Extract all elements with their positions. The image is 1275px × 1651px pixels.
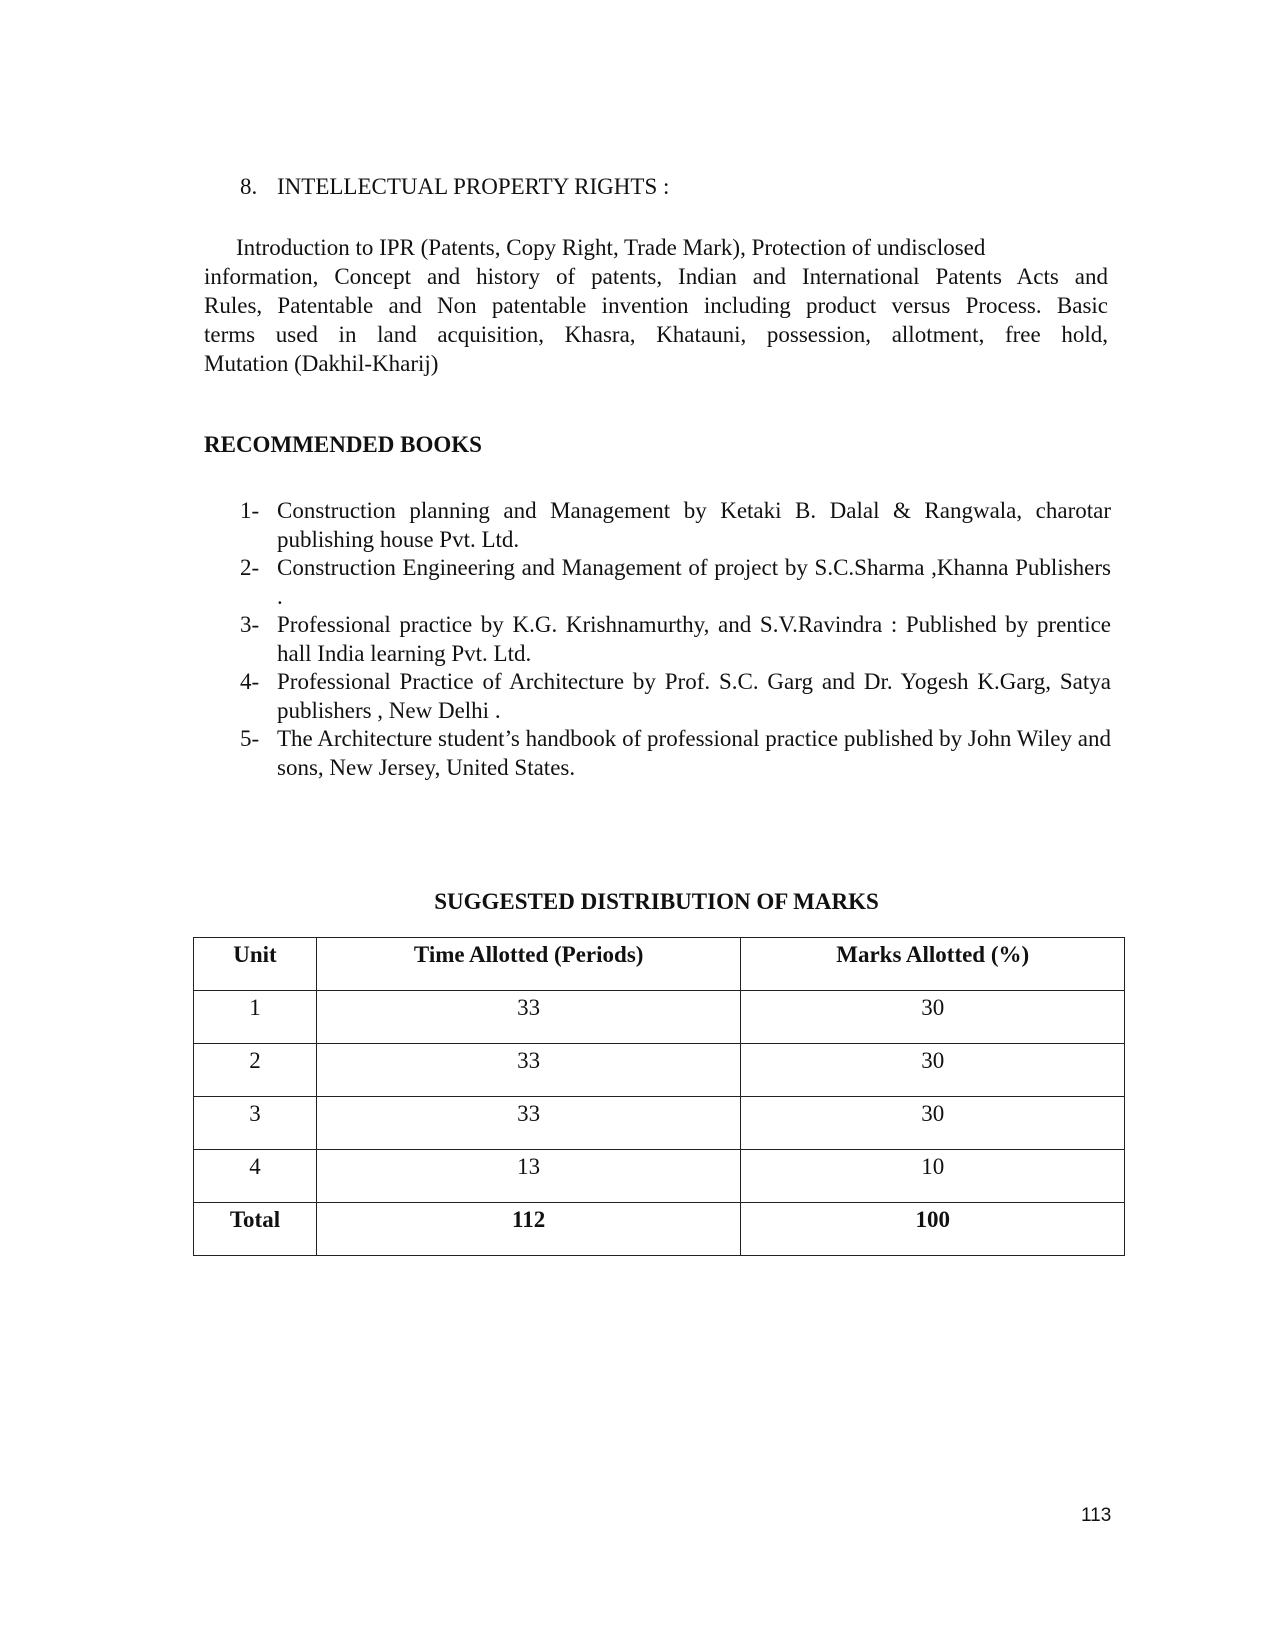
book-item-marker: 4- — [240, 669, 260, 694]
cell-unit: 2 — [194, 1044, 317, 1097]
recommended-books-heading: RECOMMENDED BOOKS — [204, 432, 482, 457]
marks-distribution-table — [193, 937, 1125, 1256]
book-item — [240, 497, 1111, 554]
book-item — [240, 554, 1111, 611]
total-label: Total — [194, 1203, 317, 1256]
section-title: INTELLECTUAL PROPERTY RIGHTS : — [277, 174, 670, 199]
total-marks: 100 — [741, 1203, 1125, 1256]
cell-marks: 30 — [741, 1097, 1125, 1150]
distribution-title: SUGGESTED DISTRIBUTION OF MARKS — [434, 889, 879, 914]
total-time: 112 — [316, 1203, 741, 1256]
table-total-row — [194, 1203, 1125, 1256]
book-item-text: Professional Practice of Architecture by Prof. S.C. Garg and Dr. Yogesh K.Garg, Satya publishers , New Delhi . — [277, 669, 1111, 723]
cell-unit: 1 — [194, 991, 317, 1044]
cell-time: 33 — [316, 1097, 741, 1150]
intro-paragraph — [204, 233, 1108, 378]
book-item — [240, 725, 1111, 782]
cell-marks: 30 — [741, 991, 1125, 1044]
recommended-books-list — [240, 497, 1111, 782]
cell-time: 33 — [316, 1044, 741, 1097]
book-item-marker: 3- — [240, 612, 260, 637]
table-row — [194, 1097, 1125, 1150]
section-heading — [240, 174, 669, 200]
intro-line: Rules, Patentable and Non patentable invention including product versus Process. Basic — [204, 293, 1108, 318]
header-unit: Unit — [194, 938, 317, 991]
intro-line: information, Concept and history of patents, Indian and International Patents Acts and — [204, 264, 1108, 289]
book-item — [240, 611, 1111, 668]
book-item-text: The Architecture student’s handbook of professional practice published by John Wiley and sons, New Jersey, United States. — [277, 726, 1111, 780]
table-row — [194, 1150, 1125, 1203]
cell-time: 33 — [316, 991, 741, 1044]
section-number: 8. — [240, 174, 258, 199]
book-item-text: Construction Engineering and Management of project by S.C.Sharma ,Khanna Publishers . — [277, 555, 1111, 609]
cell-unit: 3 — [194, 1097, 317, 1150]
book-item-marker: 2- — [240, 555, 260, 580]
intro-line: Mutation (Dakhil-Kharij) — [204, 351, 439, 376]
book-item-text: Professional practice by K.G. Krishnamurthy, and S.V.Ravindra : Published by prentice hall India learning Pvt. Ltd. — [277, 612, 1111, 666]
header-time-allotted: Time Allotted (Periods) — [316, 938, 741, 991]
table-row — [194, 991, 1125, 1044]
header-marks-allotted: Marks Allotted (%) — [741, 938, 1125, 991]
intro-line: Introduction to IPR (Patents, Copy Right, Trade Mark), Protection of undisclosed — [236, 235, 986, 260]
cell-marks: 10 — [741, 1150, 1125, 1203]
book-item — [240, 668, 1111, 725]
book-item-marker: 1- — [240, 498, 260, 523]
intro-line: terms used in land acquisition, Khasra, Khatauni, possession, allotment, free hold, — [204, 322, 1108, 347]
book-item-marker: 5- — [240, 726, 260, 751]
table-row — [194, 1044, 1125, 1097]
page-number: 113 — [1081, 1505, 1112, 1526]
cell-marks: 30 — [741, 1044, 1125, 1097]
cell-unit: 4 — [194, 1150, 317, 1203]
table-header-row — [194, 938, 1125, 991]
cell-time: 13 — [316, 1150, 741, 1203]
book-item-text: Construction planning and Management by Ketaki B. Dalal & Rangwala, charotar publishing house Pvt. Ltd. — [277, 498, 1111, 552]
